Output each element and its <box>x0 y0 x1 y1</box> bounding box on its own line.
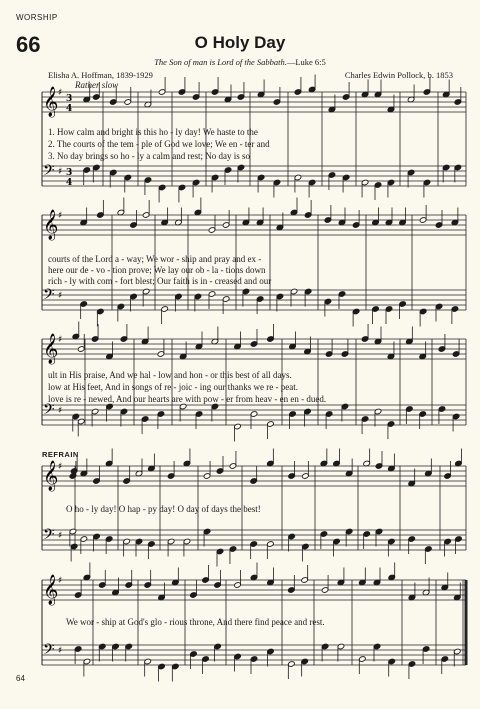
lyric-line: low at His feet, And in songs of re - joic - ing our thanks we re - peat. <box>48 382 298 392</box>
lyric-line: courts of the Lord a - way; We wor - ship and pray and ex - <box>48 254 262 264</box>
lyric-line: ult in His praise, And we hal - low and hon - or this best of all days. <box>48 370 292 380</box>
lyric-line: 1. How calm and bright is this ho - ly day! We haste to the <box>48 127 258 137</box>
epigraph-reference: —Luke 6:5 <box>286 57 326 67</box>
time-signature-bottom: 4 <box>66 104 73 114</box>
treble-clef-icon: 𝄞 <box>43 575 59 605</box>
time-signature-bottom: 4 <box>66 178 73 188</box>
bass-clef-icon: 𝄢 <box>43 286 55 307</box>
sharp-icon: ♯ <box>58 335 63 345</box>
section-label: WORSHIP <box>16 13 58 22</box>
treble-clef-icon: 𝄞 <box>43 461 59 491</box>
sharp-icon: ♯ <box>58 88 63 98</box>
sharp-icon: ♯ <box>58 211 63 221</box>
tempo-marking: Rather slow <box>75 80 119 90</box>
bass-clef-icon: 𝄢 <box>43 641 55 662</box>
page-number: 64 <box>16 674 25 683</box>
lyric-line: here our de - vo - tion prove; We lay our ob - la - tions down <box>48 265 266 275</box>
hymn-number: 66 <box>16 32 41 57</box>
hymn-title: O Holy Day <box>194 33 286 52</box>
sharp-icon: ♯ <box>58 646 63 656</box>
time-signature-top: 3 <box>66 94 73 104</box>
time-signature-top: 3 <box>66 168 73 178</box>
sharp-icon: ♯ <box>58 576 63 586</box>
bass-clef-icon: 𝄢 <box>43 401 55 422</box>
bass-clef-icon: 𝄢 <box>43 162 55 183</box>
lyric-line: 2. The courts of the tem - ple of God we love; We en - ter and <box>48 139 270 149</box>
sharp-icon: ♯ <box>58 531 63 541</box>
epigraph-quote: The Son of man is Lord of the Sabbath. <box>154 57 287 67</box>
lyric-line: 3. No day brings so ho - ly a calm and rest; No day is so <box>48 151 250 161</box>
sharp-icon: ♯ <box>58 406 63 416</box>
sharp-icon: ♯ <box>58 462 63 472</box>
lyric-line: rich - ly with com - fort blest; Our faith is in - creased and our <box>48 276 272 286</box>
treble-clef-icon: 𝄞 <box>43 334 59 364</box>
sharp-icon: ♯ <box>58 167 63 177</box>
composer-credit: Charles Edwin Pollock, b. 1853 <box>344 70 453 80</box>
sharp-icon: ♯ <box>58 291 63 301</box>
author-credit: Elisha A. Hoffman, 1839-1929 <box>48 70 153 80</box>
lyric-line: We wor - ship at God's glo - rious throne, And there find peace and rest. <box>66 617 325 627</box>
treble-clef-icon: 𝄞 <box>43 87 59 117</box>
lyric-line: O ho - ly day! O hap - py day! O day of days the best! <box>66 504 261 514</box>
lyric-line: love is re - newed, And our hearts are with pow - er from heav - en en - dued. <box>48 394 327 404</box>
treble-clef-icon: 𝄞 <box>43 210 59 240</box>
refrain-label: REFRAIN <box>42 450 79 459</box>
bass-clef-icon: 𝄢 <box>43 526 55 547</box>
